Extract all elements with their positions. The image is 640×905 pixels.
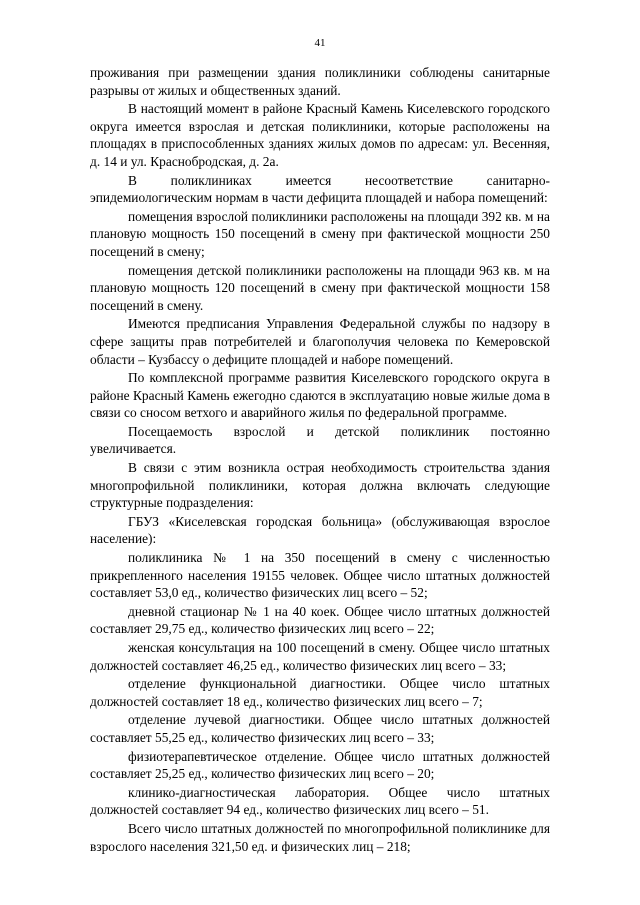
document-body xyxy=(90,64,550,855)
paragraph: По комплексной программе развития Киселевского городского округа в районе Красный Камень ежегодно сдаются в эксплуатацию новые жилые дома в связи со сносом ветхого и аварийного жилья по федеральной программе. xyxy=(90,370,550,421)
paragraph: проживания при размещении здания поликлиники соблюдены санитарные разрывы от жилых и общественных зданий. xyxy=(90,65,550,98)
paragraph: В поликлиниках имеется несоответствие санитарно-эпидемиологическим нормам в части дефицита площадей и набора помещений: xyxy=(90,172,550,206)
paragraph: физиотерапевтическое отделение. Общее число штатных должностей составляет 25,25 ед., количество физических лиц всего – 20; xyxy=(90,748,550,782)
paragraph: отделение лучевой диагностики. Общее число штатных должностей составляет 55,25 ед., количество физических лиц всего – 33; xyxy=(90,712,550,745)
paragraph: клинико-диагностическая лаборатория. Общее число штатных должностей составляет 94 ед., количество физических лиц всего – 51. xyxy=(90,784,550,818)
paragraph: В связи с этим возникла острая необходимость строительства здания многопрофильной поликлиники, которая должна включать следующие структурные подразделения: xyxy=(90,460,550,511)
paragraph: помещения детской поликлиники расположены на площади 963 кв. м на плановую мощность 120 посещений в смену при фактической мощности 158 посещений в смену. xyxy=(90,262,550,313)
paragraph: В настоящий момент в районе Красный Камень Киселевского городского округа имеется взрослая и детская поликлиники, которые расположены на площадях в приспособленных зданиях жилых домов по адресам: ул. Весенняя, д. 14 и ул. Краснобродская, д. 2а. xyxy=(90,101,550,169)
paragraph: поликлиника № 1 на 350 посещений в смену с численностью прикрепленного населения 19155 человек. Общее число штатных должностей составляет 53,0 ед., количество физических лиц всего – 52; xyxy=(90,550,550,601)
paragraph: ГБУЗ «Киселевская городская больница» (обслуживающая взрослое население): xyxy=(90,513,550,547)
paragraph: отделение функциональной диагностики. Общее число штатных должностей составляет 18 ед., количество физических лиц всего – 7; xyxy=(90,676,550,709)
paragraph: помещения взрослой поликлиники расположены на площади 392 кв. м на плановую мощность 150 посещений в смену при фактической мощности 250 посещений в смену; xyxy=(90,208,550,259)
page-number: 41 xyxy=(314,37,326,49)
paragraph: Всего число штатных должностей по многопрофильной поликлинике для взрослого населения 321,50 ед. и физических лиц – 218; xyxy=(90,820,550,854)
paragraph: дневной стационар № 1 на 40 коек. Общее число штатных должностей составляет 29,75 ед., количество физических лиц всего – 22; xyxy=(90,603,550,637)
paragraph: Посещаемость взрослой и детской поликлиник постоянно увеличивается. xyxy=(90,423,550,457)
paragraph: женская консультация на 100 посещений в смену. Общее число штатных должностей составляет 46,25 ед., количество физических лиц всего – 33; xyxy=(90,640,550,673)
paragraph: Имеются предписания Управления Федеральной службы по надзору в сфере защиты прав потребителей и благополучия человека по Кемеровской области – Кузбассу о дефиците площадей и наборе помещений. xyxy=(90,316,550,367)
